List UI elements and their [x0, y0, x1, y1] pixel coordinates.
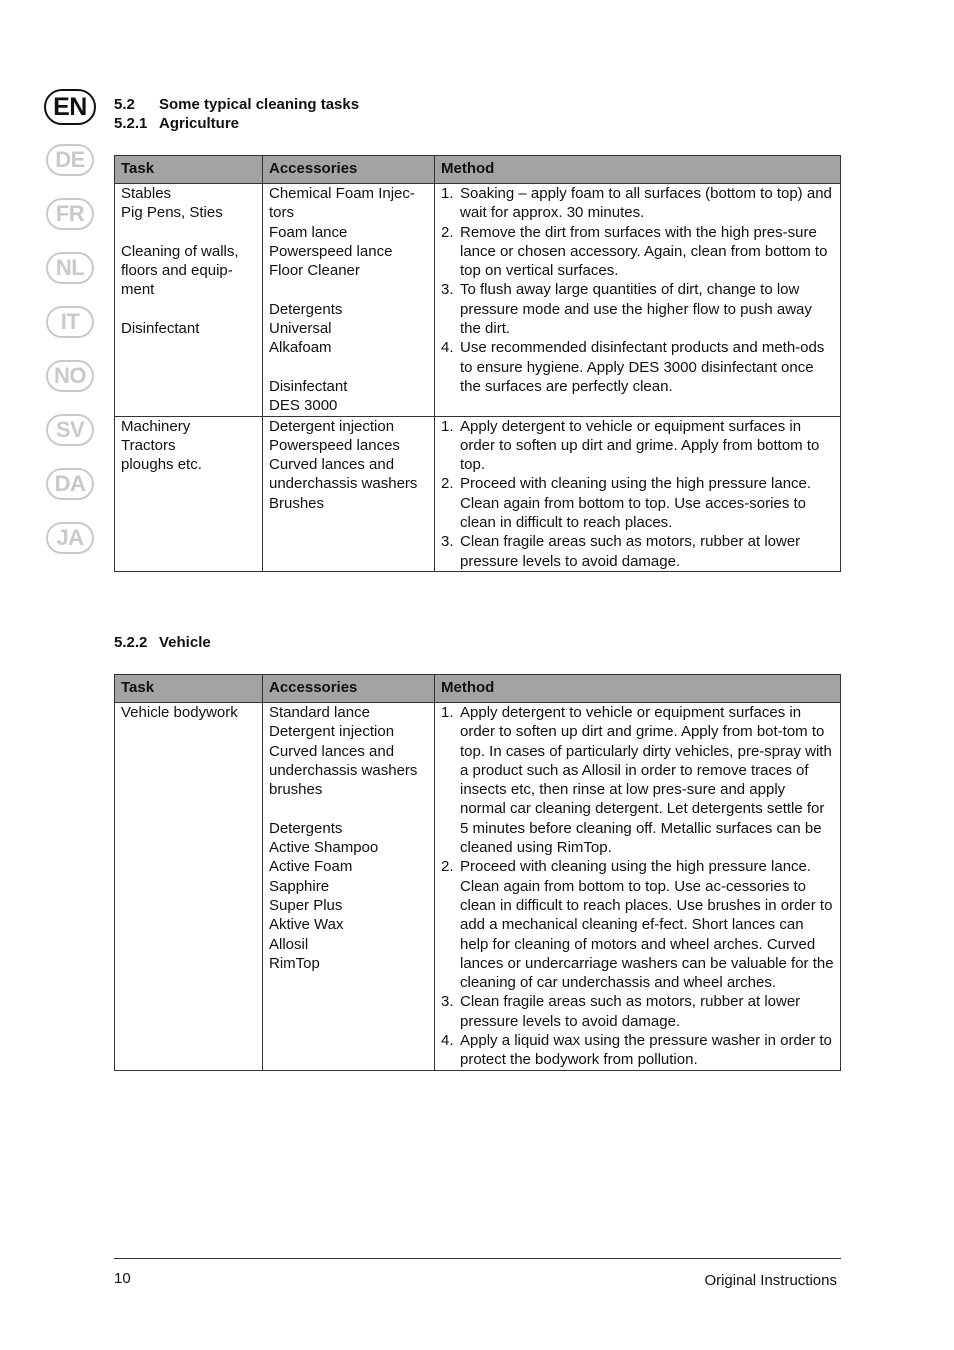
task-line: floors and equip- [121, 262, 233, 280]
accessory-line [269, 358, 429, 377]
accessory-line: Floor Cleaner [269, 262, 360, 280]
task-line: Disinfectant [121, 320, 200, 338]
header-accessories: Accessories [263, 156, 435, 184]
step-number: 1. [441, 185, 454, 202]
accessory-line: Powerspeed lance [269, 242, 393, 260]
language-tab-no: NO [46, 360, 94, 392]
step-number: 1. [441, 417, 454, 435]
task-line [121, 300, 257, 319]
task-line: Cleaning of walls, [121, 242, 239, 260]
subsection-title: Vehicle [159, 634, 211, 651]
step-text: To flush away large quantities of dirt, change to low pressure mode and use the higher flow to push away the dirt. [460, 281, 812, 338]
table-row [115, 184, 841, 417]
language-tab-nl: NL [46, 252, 94, 284]
table-header-row [115, 675, 841, 703]
header-task: Task [115, 675, 263, 703]
step-text: Soaking – apply foam to all surfaces (bottom to top) and wait for approx. 30 minutes. [460, 185, 832, 222]
accessory-line: Active Shampoo [269, 839, 379, 857]
section-number: 5.2 [114, 96, 135, 113]
accessory-line: Foam lance [269, 223, 348, 241]
task-line [121, 223, 257, 242]
accessory-line: underchassis washers [269, 475, 418, 493]
step-number: 2. [441, 475, 454, 493]
method-step [441, 417, 835, 475]
accessory-line: Detergents [269, 300, 343, 318]
accessory-line: Active Foam [269, 858, 353, 876]
accessory-line: Sapphire [269, 877, 330, 895]
header-method: Method [435, 675, 841, 703]
page-number: 10 [114, 1270, 131, 1287]
method-step [441, 184, 835, 223]
accessory-line: tors [269, 204, 295, 222]
task-cell [115, 703, 263, 1071]
step-text: Clean fragile areas such as motors, rubber at lower pressure levels to avoid damage. [460, 533, 801, 570]
method-step [441, 992, 835, 1031]
subsection-number: 5.2.2 [114, 634, 148, 651]
header-accessories: Accessories [263, 675, 435, 703]
method-step [441, 703, 835, 857]
header-method: Method [435, 156, 841, 184]
method-steps [441, 184, 835, 396]
language-tab-it: IT [46, 306, 94, 338]
accessory-line: underchassis washers [269, 761, 418, 779]
method-step [441, 223, 835, 281]
step-number: 1. [441, 704, 454, 721]
vehicle-table [114, 674, 841, 1071]
header-task: Task [115, 156, 263, 184]
language-tab-en: EN [44, 89, 96, 125]
method-step [441, 532, 835, 571]
step-number: 2. [441, 858, 454, 876]
task-line: ploughs etc. [121, 456, 202, 474]
task-cell [115, 416, 263, 571]
method-steps [441, 703, 835, 1070]
table-row [115, 703, 841, 1071]
accessory-line: brushes [269, 781, 323, 799]
step-number: 4. [441, 1032, 454, 1050]
task-line: Pig Pens, Sties [121, 204, 223, 222]
accessory-line: RimTop [269, 954, 320, 972]
language-tab-ja: JA [46, 522, 94, 554]
task-line: ment [121, 281, 155, 299]
accessory-line: Standard lance [269, 704, 370, 721]
subsection-heading-agriculture [114, 114, 239, 133]
step-number: 3. [441, 533, 454, 551]
accessory-line: Universal [269, 320, 332, 338]
language-tab-de: DE [46, 144, 94, 176]
method-cell [435, 703, 841, 1071]
step-text: Apply detergent to vehicle or equipment surfaces in order to soften up dirt and grime. Apply from bot-tom to top. In cases of particularly dirty vehicles, pre-spray with a product such as Allosil in order to remove traces of insects etc, then rinse at low pres-sure and apply normal car cleaning detergent. Let detergents settle for 5 minutes before cleaning off. Metallic surfaces can be cleaned using RimTop. [460, 704, 832, 857]
step-text: Apply detergent to vehicle or equipment surfaces in order to soften up dirt and grime. Apply from bottom to top. [460, 417, 820, 474]
task-line: Tractors [121, 436, 176, 454]
accessory-line: Allosil [269, 935, 309, 953]
footer-divider [114, 1258, 841, 1259]
task-line: Vehicle bodywork [121, 704, 238, 721]
language-tab-da: DA [46, 468, 94, 500]
method-cell [435, 416, 841, 571]
step-text: Proceed with cleaning using the high pressure lance. Clean again from bottom to top. Use acces-sories to clean in difficult to reach places. [460, 475, 812, 532]
method-step [441, 338, 835, 396]
accessories-cell [263, 703, 435, 1071]
accessory-line: DES 3000 [269, 397, 338, 415]
step-number: 3. [441, 281, 454, 299]
language-tabs [43, 89, 97, 576]
accessory-line: Curved lances and [269, 456, 395, 474]
accessory-line: Detergents [269, 819, 343, 837]
accessory-line: Powerspeed lances [269, 436, 400, 454]
footer-title: Original Instructions [704, 1272, 837, 1289]
accessory-line [269, 280, 429, 299]
language-tab-sv: SV [46, 414, 94, 446]
accessories-cell [263, 184, 435, 417]
agriculture-table [114, 155, 841, 572]
accessory-line: Detergent injection [269, 723, 395, 741]
accessories-cell [263, 416, 435, 571]
language-tab-fr: FR [46, 198, 94, 230]
method-step [441, 474, 835, 532]
subsection-title: Agriculture [159, 115, 240, 132]
step-text: Use recommended disinfectant products and meth-ods to ensure hygiene. Apply DES 3000 disinfectant once the surfaces are perfectly clean. [460, 339, 825, 395]
step-text: Clean fragile areas such as motors, rubber at lower pressure levels to avoid damage. [460, 993, 801, 1030]
accessory-line: Aktive Wax [269, 916, 344, 934]
task-line: Stables [121, 185, 172, 202]
accessory-line: Disinfectant [269, 377, 348, 395]
method-step [441, 280, 835, 338]
method-steps [441, 417, 835, 571]
section-title: Some typical cleaning tasks [159, 96, 360, 113]
step-text: Remove the dirt from surfaces with the high pres-sure lance or chosen accessory. Again, clean from bottom to top on vertical surfaces. [460, 223, 828, 280]
accessory-line: Curved lances and [269, 742, 395, 760]
step-number: 2. [441, 223, 454, 241]
step-number: 4. [441, 339, 454, 357]
step-text: Apply a liquid wax using the pressure washer in order to protect the bodywork from pollution. [460, 1032, 832, 1069]
method-cell [435, 184, 841, 417]
method-step [441, 1031, 835, 1070]
section-heading [114, 95, 359, 114]
accessory-line: Detergent injection [269, 417, 395, 435]
table-row [115, 416, 841, 571]
accessory-line [269, 799, 429, 818]
task-cell [115, 184, 263, 417]
accessory-line: Alkafoam [269, 339, 332, 357]
method-step [441, 857, 835, 992]
subsection-heading-vehicle [114, 633, 211, 652]
task-line: Machinery [121, 417, 191, 435]
accessory-line: Chemical Foam Injec- [269, 185, 415, 202]
accessory-line: Super Plus [269, 896, 343, 914]
subsection-number: 5.2.1 [114, 115, 148, 132]
table-header-row [115, 156, 841, 184]
accessory-line: Brushes [269, 494, 325, 512]
step-number: 3. [441, 993, 454, 1011]
step-text: Proceed with cleaning using the high pressure lance. Clean again from bottom to top. Use ac-cessories to clean in difficult to reach places. Use brushes in order to add a mechanical cleaning ef-fect. Short lances can help for cleaning of motors and wheel arches. Curved lances or undercarriage washers can be valuable for the cleaning of car underchassis and wheel arches. [460, 858, 834, 992]
